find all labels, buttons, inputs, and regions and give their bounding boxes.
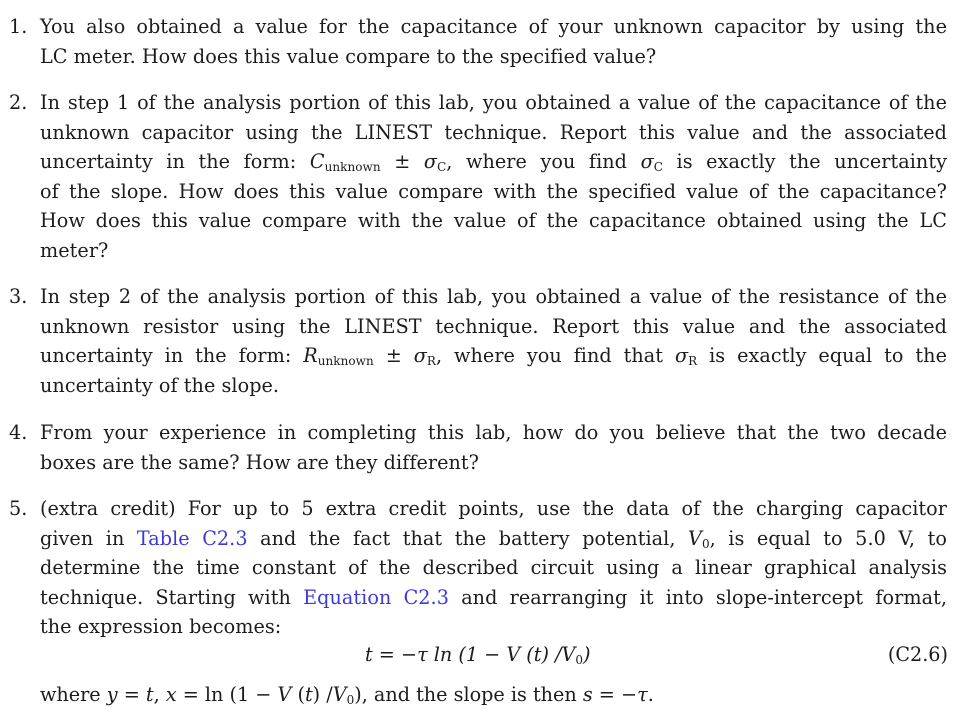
equation-number: (C2.6) [887, 643, 948, 666]
text-line: In step 1 of the analysis portion of this lab, you obtained a value of the capacitance of the [40, 91, 947, 114]
math-variable: V [688, 526, 702, 550]
math-variable: C [309, 150, 325, 173]
text-line: unknown resistor using the LINEST technique. Report this value and the associated [40, 314, 947, 338]
text-line: meter? [40, 238, 109, 262]
question-number: 3. [9, 285, 28, 308]
math-subscript: 0 [575, 653, 584, 667]
text-line: How does this value compare with the value of the capacitance obtained using the LC [40, 209, 947, 232]
math-subscript: R [688, 354, 698, 368]
text-line: technique. Starting with Equation C2.3 and rearranging it into slope-intercept format, [40, 585, 947, 609]
text-line: determine the time constant of the described circuit using a linear graphical analysis [40, 556, 947, 579]
text-line-uncertainty-form: uncertainty in the form: $R_{unknown} \pm \sigma_R$, where you find that $\sigma_R$ is exactly equal to the [40, 344, 947, 368]
math-subscript: R [426, 354, 436, 368]
equation-c2-3-link[interactable]: Equation C2.3 [303, 585, 449, 609]
text-line: boxes are the same? How are they different? [40, 450, 480, 474]
text-line: given in Table C2.3 and the fact that the battery potential, $V_0$, is equal to 5.0 V, to [40, 526, 947, 551]
math-subscript: 0 [701, 536, 710, 551]
math-sigma: σ [640, 150, 654, 173]
math-subscript: C [437, 160, 447, 174]
question-text [40, 88, 947, 265]
table-c2-3-link[interactable]: Table C2.3 [136, 526, 248, 550]
question-1 [9, 12, 947, 71]
question-number: 4. [9, 421, 28, 444]
question-4 [9, 418, 947, 477]
text-line: From your experience in completing this lab, how do you believe that the two decade [40, 421, 947, 444]
question-number: 2. [9, 91, 28, 114]
text-line: In step 2 of the analysis portion of this lab, you obtained a value of the resistance of the [40, 285, 947, 308]
text-line: the expression becomes: [40, 615, 282, 638]
math-subscript: unknown [324, 160, 381, 174]
text-line-uncertainty-form: uncertainty in the form: $C_{unknown} \pm \sigma_C$, where you find $\sigma_C$ is exactly the uncertainty [40, 150, 947, 174]
text-line: (extra credit) For up to 5 extra credit points, use the data of the charging capacitor [40, 497, 947, 520]
text-line: uncertainty of the slope. [40, 373, 280, 397]
equation-body: t = −τ ln (1 − V (t) $/V_0$) [365, 643, 591, 667]
question-text [40, 418, 947, 477]
question-number: 1. [9, 15, 28, 38]
math-subscript: unknown [317, 354, 374, 368]
question-number: 5. [9, 497, 28, 520]
math-subscript: C [653, 160, 663, 174]
question-5 [9, 494, 947, 642]
text-line: LC meter. How does this value compare to the specified value? [40, 44, 657, 68]
question-text [40, 12, 947, 71]
question-3 [9, 282, 947, 400]
question-text [40, 282, 947, 400]
math-sigma: σ [413, 344, 427, 367]
where-line: where y = t, x = ln (1 − V (t) $/V_0$), and the slope is then s = −τ. [40, 683, 654, 707]
question-text [40, 494, 947, 642]
math-sigma: σ [674, 344, 689, 367]
text-line: of the slope. How does this value compare with the specified value of the capacitance? [40, 179, 947, 203]
math-sigma: σ [423, 150, 438, 173]
question-2 [9, 88, 947, 265]
text-line: You also obtained a value for the capacitance of your unknown capacitor by using the [40, 15, 947, 38]
math-variable: R [303, 344, 318, 367]
text-line: unknown capacitor using the LINEST technique. Report this value and the associated [40, 120, 947, 144]
